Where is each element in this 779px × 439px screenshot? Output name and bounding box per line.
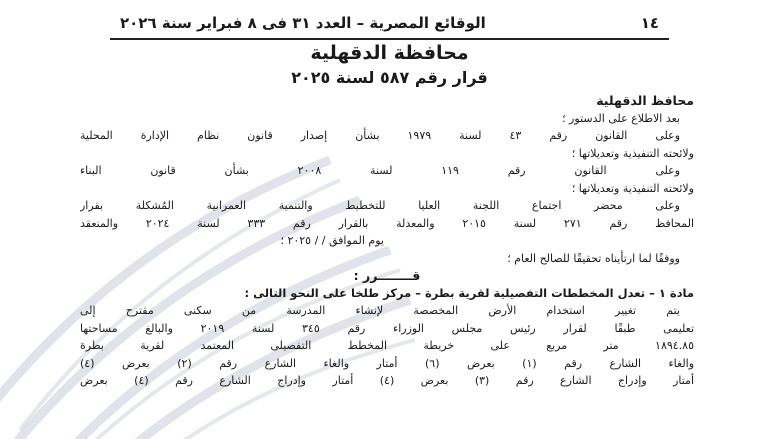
decree-title: قرار رقم ٥٨٧ لسنة ٢٠٢٥ (291, 68, 488, 87)
governorate-title: محافظة الدقهلية (310, 42, 469, 64)
body-line: بعد الاطلاع على الدستور ؛ (562, 111, 680, 125)
body-line: وعلى القانون رقم ٤٣ لسنة ١٩٧٩ بشأن إصدار قانون نظام الإدارة المحلية (80, 129, 681, 142)
body-line: يوم الموافق / / ٢٠٢٥ ؛ (280, 234, 384, 247)
header-divider (110, 38, 669, 40)
decree-body (80, 92, 694, 390)
body-line: يتم تغيير استخدام الأرض المخصصة لإنشاء المدرسة من سكنى مقترح إلى (80, 304, 680, 317)
governor-heading: محافظ الدقهلية (596, 93, 694, 108)
article-1-heading: مادة ١ – تعدل المخططات التفصيلية لقرية بطرة – مركز طلخا على النحو التالى : (244, 285, 694, 300)
body-line: ووفقًا لما ارتأيناه تحقيقًا للصالح العام ؛ (507, 251, 680, 265)
body-line: وعلى القانون رقم ١١٩ لسنة ٢٠٠٨ بشأن قانون البناء (80, 164, 681, 177)
body-line: ١٨٩٤.٨٥ متر مربع على خريطة المخطط التفصيلى المعتمد لقرية بطرة (80, 339, 694, 352)
body-line: والغاء الشارع رقم (١) بعرض (٦) أمتار والغاء الشارع رقم (٢) بعرض (٤) (80, 356, 694, 370)
body-line: أمتار وإدراج الشارع رقم (٣) بعرض (٤) أمتار وإدراج الشارع رقم (٤) بعرض (80, 374, 694, 387)
body-line: ولائحته التنفيذية وتعديلاتها ؛ (571, 181, 694, 195)
publication-line: الوقائع المصرية – العدد ٣١ فى ٨ فبراير سنة ٢٠٢٦ (120, 14, 486, 32)
body-line: المحافظ رقم ٢٧١ لسنة ٢٠١٥ والمعدلة بالقرار رقم ٣٣٣ لسنة ٢٠٢٤ والمنعقد (80, 216, 694, 230)
body-line: تعليمى طبقًا لقرار رئيس مجلس الوزراء رقم ٣٤٥ لسنة ٢٠١٩ والبالغ مساحتها (80, 321, 694, 335)
decided-heading: قــــــــرر : (353, 268, 421, 283)
body-line: ولائحته التنفيذية وتعديلاتها ؛ (571, 146, 694, 160)
body-line: وعلى محضر اجتماع اللجنة العليا للتخطيط والتنمية العمرانية المُشكلة بقرار (80, 199, 680, 212)
page-header (120, 12, 659, 34)
page-number: ١٤ (640, 14, 659, 32)
